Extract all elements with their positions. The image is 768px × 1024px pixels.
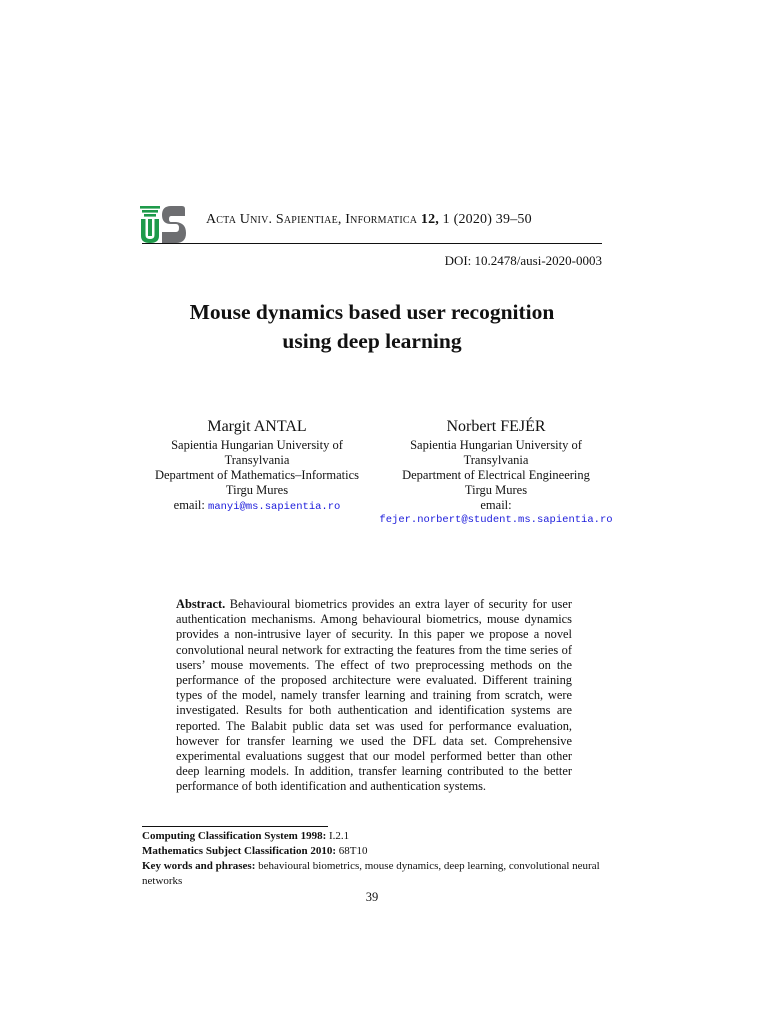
ccs-footnote bbox=[142, 829, 604, 844]
page-number: 39 bbox=[365, 890, 379, 904]
author-name: Norbert FEJÉR bbox=[446, 418, 546, 435]
doi: DOI: 10.2478/ausi-2020-0003 bbox=[444, 253, 602, 268]
header-rule bbox=[142, 243, 602, 244]
author-email-link[interactable]: manyi@ms.sapientia.ro bbox=[208, 501, 341, 513]
journal-citation bbox=[206, 212, 602, 228]
author-name: Margit ANTAL bbox=[207, 418, 307, 435]
paper-title-line-2: using deep learning bbox=[282, 329, 462, 353]
email-label: email: bbox=[480, 498, 512, 512]
journal-logo-icon bbox=[138, 206, 188, 244]
keywords-value: behavioural biometrics, mouse dynamics, deep learning, convolutional neural networks bbox=[142, 860, 600, 887]
author-block-1 bbox=[132, 417, 382, 515]
abstract-text: Behavioural biometrics provides an extra layer of security for user authentication mechanisms. Among behavioural biometrics, mouse dynamics provides a non-intrusive layer of security. In this paper we propose a novel convolutional neural network for extracting the features from the time series of users’ mouse movements. The effect of two preprocessing methods on the performance of the proposed architecture were evaluated. Different training types of the model, namely transfer learning and training from scratch, were investigated. Results for both authentication and identification systems are reported. The Balabit public data set was used for performance evaluation, however for transfer learning we used the DFL data set. Comprehensive experimental evaluations suggest that our model performed better than other deep learning models. In addition, transfer learning contributed to the better performance of both identification and authentication systems. bbox=[176, 597, 572, 794]
msc-value: 68T10 bbox=[336, 845, 368, 857]
author-affiliation-cont: Transylvania bbox=[463, 453, 529, 467]
journal-issue-pages: 1 (2020) 39–50 bbox=[438, 212, 532, 227]
journal-name: Acta Univ. Sapientiae, Informatica bbox=[206, 212, 418, 227]
keywords-label: Key words and phrases: bbox=[142, 860, 256, 872]
email-label: email: bbox=[173, 498, 205, 512]
abstract bbox=[176, 597, 572, 795]
author-department: Department of Mathematics–Informatics bbox=[154, 468, 360, 482]
author-affiliation: Sapientia Hungarian University of bbox=[410, 438, 582, 452]
paper-title-line-1: Mouse dynamics based user recognition bbox=[189, 300, 555, 324]
msc-footnote bbox=[142, 844, 604, 859]
author-block-2 bbox=[376, 417, 616, 528]
author-affiliation: Sapientia Hungarian University of bbox=[171, 438, 343, 452]
author-city: Tirgu Mures bbox=[464, 483, 528, 497]
journal-volume: 12, bbox=[420, 212, 439, 227]
author-email-row bbox=[132, 498, 382, 515]
author-email-link[interactable]: fejer.norbert@student.ms.sapientia.ro bbox=[379, 514, 613, 526]
ccs-value: I.2.1 bbox=[326, 830, 350, 842]
journal-logo bbox=[138, 206, 188, 244]
keywords-footnote bbox=[142, 859, 604, 889]
msc-label: Mathematics Subject Classification 2010: bbox=[142, 845, 337, 857]
author-city: Tirgu Mures bbox=[225, 483, 289, 497]
footnote-rule bbox=[142, 826, 328, 827]
author-department: Department of Electrical Engineering bbox=[402, 468, 590, 482]
abstract-label: Abstract. bbox=[176, 597, 226, 611]
author-affiliation-cont: Transylvania bbox=[224, 453, 290, 467]
paper-title bbox=[142, 298, 602, 356]
footnotes bbox=[142, 829, 604, 889]
ccs-label: Computing Classification System 1998: bbox=[142, 830, 327, 842]
